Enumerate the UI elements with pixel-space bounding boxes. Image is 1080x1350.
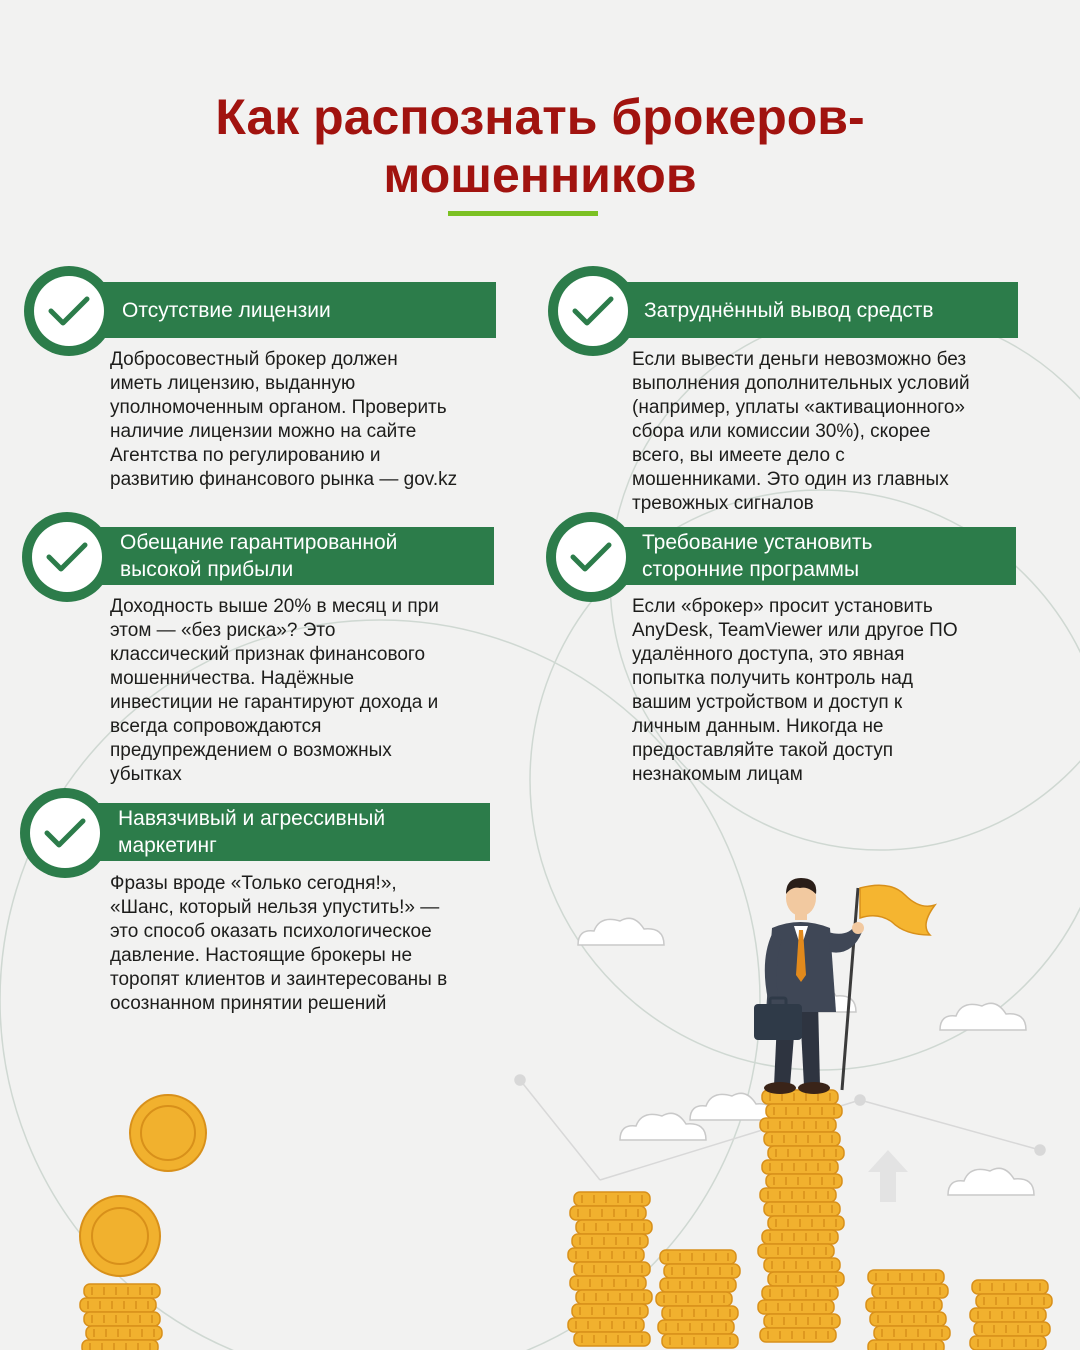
coin-stack-right — [970, 1280, 1052, 1350]
card-body: Если вывести деньги невозможно без выполнения дополнительных условий (например, уплаты «активационного» сбора или комиссии 30%), скорее всего, вы имеете дело с мошенниками. Это один из главных тревожных сигналов — [632, 349, 970, 514]
coin-stack-small — [656, 1250, 740, 1348]
card-body: Если «брокер» просит установить AnyDesk, TeamViewer или другое ПО удалённого доступа, это явная попытка получить контроль над вашим устройством и доступ к личным данным. Никогда не предоставляйте такой доступ незнакомым лицам — [632, 596, 958, 785]
card-body: Фразы вроде «Только сегодня!», «Шанс, который нельзя упустить!» — это способ оказать психологическое давление. Настоящие брокеры не торопят клиентов и заинтересованы в осознанном принятии решений — [110, 873, 448, 1014]
card-body: Доходность выше 20% в месяц и при этом — «без риска»? Это классический признак финансового мошенничества. Надёжные инвестиции не гарантируют дохода и всегда сопровождаются предупреждением о возможных убытках — [110, 596, 439, 785]
card-heading-text: Обещание гарантированной высокой прибыли — [120, 531, 398, 581]
card-heading-text: Навязчивый и агрессивный маркетинг — [118, 807, 386, 857]
coin-stack-right-mid — [866, 1270, 950, 1350]
card-heading-text: Затруднённый вывод средств — [644, 298, 934, 322]
coin-stack-middle — [568, 1192, 652, 1346]
card-heading-text: Требование установить сторонние программы — [642, 531, 873, 581]
businessman-figure — [754, 878, 935, 1094]
coin-stack-tall — [758, 1090, 844, 1342]
page-title: Как распознать брокеров- мошенников — [215, 89, 865, 203]
card-body: Добросовестный брокер должен иметь лицензию, выданную уполномоченным органом. Проверить наличие лицензии можно на сайте Агентства по регулированию и развитию финансового рынка — gov.kz — [110, 349, 458, 490]
card-heading-text: Отсутствие лицензии — [122, 298, 331, 322]
coin-icon — [80, 1095, 206, 1276]
coin-stack-left — [80, 1284, 162, 1350]
